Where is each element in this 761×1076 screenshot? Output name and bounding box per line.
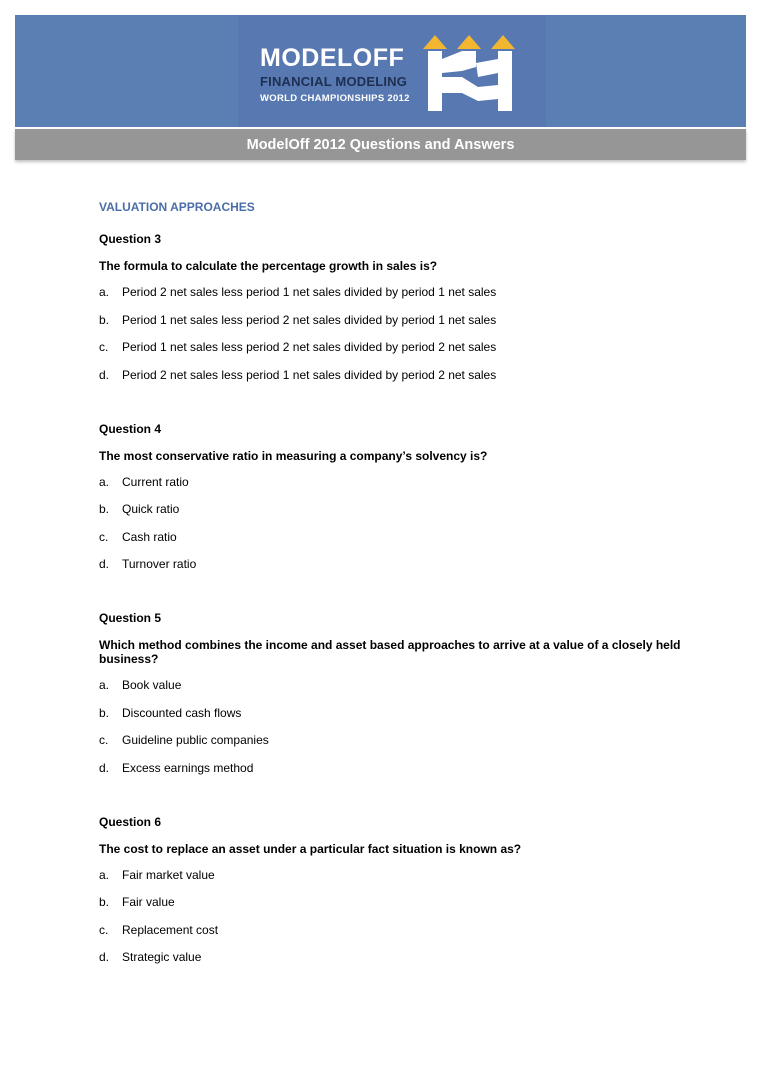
answer-option: [99, 706, 699, 720]
answer-option: [99, 678, 699, 692]
option-text: Quick ratio: [122, 502, 180, 516]
header-banner: [15, 15, 746, 127]
option-letter: b.: [99, 312, 110, 327]
option-letter: b.: [99, 895, 110, 909]
option-text: Discounted cash flows: [122, 705, 242, 720]
option-letter: d.: [99, 950, 110, 964]
question-prompt: The formula to calculate the percentage growth in sales is?: [99, 259, 438, 273]
answer-options: [99, 475, 699, 572]
logo-title: MODELOFF: [260, 44, 405, 72]
answer-option: [99, 285, 699, 299]
option-letter: b.: [99, 502, 110, 516]
document-title-bar: [15, 129, 746, 160]
question-prompt: Which method combines the income and asset based approaches to arrive at a value of a closely held business?: [99, 638, 681, 666]
answer-option: [99, 923, 699, 937]
option-text: Cash ratio: [122, 529, 177, 544]
option-text: Fair value: [122, 895, 175, 909]
answer-options: [99, 868, 699, 965]
question-prompt: The cost to replace an asset under a particular fact situation is known as?: [99, 841, 522, 856]
question-block: [99, 815, 699, 965]
option-text: Strategic value: [122, 950, 202, 964]
option-text: Guideline public companies: [122, 733, 269, 747]
option-letter: c.: [99, 922, 109, 937]
option-text: Book value: [122, 678, 182, 692]
option-text: Current ratio: [122, 474, 189, 489]
option-text: Period 1 net sales less period 2 net sales divided by period 2 net sales: [122, 340, 497, 354]
question-number: Question 4: [99, 421, 162, 436]
answer-option: [99, 313, 699, 327]
modeloff-logo: [238, 15, 546, 127]
logo-arrows-icon: [418, 33, 524, 113]
option-letter: a.: [99, 474, 110, 489]
arrow-up-icon: [423, 35, 447, 49]
option-text: Period 2 net sales less period 1 net sales divided by period 1 net sales: [122, 285, 497, 299]
logo-subtitle: FINANCIAL MODELING: [260, 74, 408, 89]
option-letter: a.: [99, 867, 110, 882]
question-number: Question 6: [99, 814, 162, 829]
answer-option: [99, 340, 699, 354]
answer-option: [99, 868, 699, 882]
question-block: [99, 232, 699, 382]
option-letter: b.: [99, 705, 110, 720]
answer-option: [99, 895, 699, 909]
option-text: Replacement cost: [122, 922, 219, 937]
answer-option: [99, 502, 699, 516]
arrow-up-icon: [491, 35, 515, 49]
option-letter: d.: [99, 557, 110, 571]
option-letter: a.: [99, 678, 110, 692]
option-letter: c.: [99, 340, 109, 354]
option-letter: d.: [99, 367, 110, 382]
document-title: ModelOff 2012 Questions and Answers: [246, 137, 515, 153]
answer-options: [99, 285, 699, 382]
section-heading: VALUATION APPROACHES: [99, 200, 255, 214]
answer-option: [99, 761, 699, 775]
answer-option: [99, 475, 699, 489]
option-text: Turnover ratio: [122, 557, 197, 571]
question-block: [99, 611, 699, 775]
option-text: Period 1 net sales less period 2 net sales divided by period 1 net sales: [122, 312, 497, 327]
logo-tagline: WORLD CHAMPIONSHIPS 2012: [260, 93, 410, 104]
option-letter: a.: [99, 285, 110, 299]
option-text: Period 2 net sales less period 1 net sales divided by period 2 net sales: [122, 367, 497, 382]
arrow-up-icon: [457, 35, 481, 49]
option-text: Fair market value: [122, 867, 215, 882]
answer-option: [99, 530, 699, 544]
answer-options: [99, 678, 699, 775]
question-number: Question 3: [99, 232, 162, 246]
question-prompt: The most conservative ratio in measuring a company’s solvency is?: [99, 448, 488, 463]
question-number: Question 5: [99, 611, 162, 625]
option-text: Excess earnings method: [122, 760, 254, 775]
option-letter: c.: [99, 733, 109, 747]
answer-option: [99, 557, 699, 571]
option-letter: c.: [99, 529, 109, 544]
answer-option: [99, 368, 699, 382]
option-letter: d.: [99, 760, 110, 775]
answer-option: [99, 733, 699, 747]
document-body: [99, 200, 699, 1004]
answer-option: [99, 950, 699, 964]
question-block: [99, 422, 699, 572]
